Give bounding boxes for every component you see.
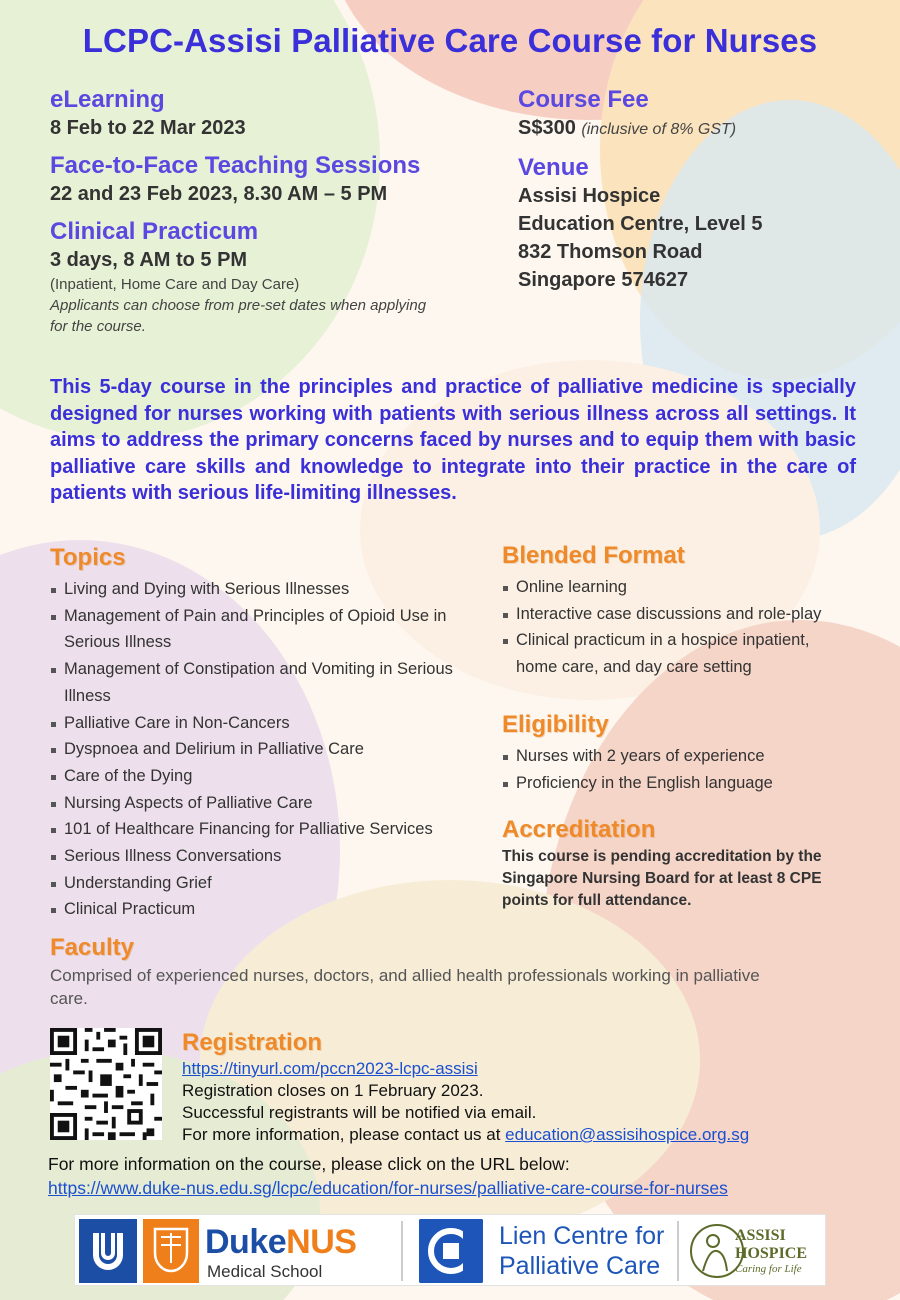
qr-code-icon[interactable]	[50, 1028, 162, 1140]
assisi-line1: ASSISI	[735, 1227, 786, 1244]
venue-block	[518, 154, 878, 294]
clinical-heading: Clinical Practicum	[50, 218, 259, 245]
venue-line: Education Centre, Level 5	[518, 213, 763, 235]
duke-nus-wordmark	[205, 1223, 356, 1262]
assisi-tagline: Caring for Life	[735, 1263, 802, 1275]
elearning-dates: 8 Feb to 22 Mar 2023	[50, 117, 246, 139]
list-item: Care of the Dying	[50, 763, 490, 790]
list-item: Dyspnoea and Delirium in Palliative Care	[50, 736, 490, 763]
assisi-hospice-name	[735, 1227, 807, 1263]
venue-line: Assisi Hospice	[518, 185, 661, 207]
contact-prefix: For more information, please contact us at	[182, 1125, 506, 1144]
elearning-block	[50, 86, 470, 142]
list-item: Management of Pain and Principles of Opioid Use in Serious Illness	[50, 603, 490, 656]
elearning-heading: eLearning	[50, 86, 165, 113]
registration-link[interactable]: https://tinyurl.com/pccn2023-lcpc-assisi	[182, 1059, 478, 1078]
list-item: Online learning	[502, 574, 852, 601]
list-item: Clinical practicum in a hospice inpatient, home care, and day care setting	[502, 627, 852, 680]
details-column	[502, 542, 882, 938]
logo-divider	[677, 1221, 679, 1281]
fee-block	[518, 86, 878, 144]
nus-word: NUS	[286, 1223, 357, 1261]
eligibility-list	[502, 743, 882, 796]
accreditation-text: This course is pending accreditation by the Singapore Nursing Board for at least 8 CPE points for full attendance.	[502, 848, 822, 910]
faculty-heading: Faculty	[50, 934, 135, 961]
medical-school-label: Medical School	[207, 1262, 323, 1281]
course-intro: This 5-day course in the principles and practice of palliative medicine is specially designed for nurses working with patients with serious illness across all settings. It aims to address the primary concerns faced by nurses and to equip them with basic palliative care skills and knowledge to integrate into their practice in the care of patients with serious life-limiting illnesses.	[50, 376, 856, 504]
eligibility-heading: Eligibility	[502, 710, 609, 738]
venue-line: Singapore 574627	[518, 269, 689, 291]
topics-heading: Topics	[50, 544, 126, 571]
list-item: Living and Dying with Serious Illnesses	[50, 576, 490, 603]
list-item: 101 of Healthcare Financing for Palliative Services	[50, 816, 490, 843]
f2f-dates: 22 and 23 Feb 2023, 8.30 AM – 5 PM	[50, 183, 388, 205]
format-section	[502, 542, 882, 681]
schedule-info	[50, 86, 470, 347]
eligibility-section	[502, 711, 882, 796]
clinical-time: 3 days, 8 AM to 5 PM	[50, 249, 248, 271]
fee-note: (inclusive of 8% GST)	[581, 121, 737, 138]
list-item: Proficiency in the English language	[502, 770, 882, 797]
assisi-line2: HOSPICE	[735, 1245, 808, 1262]
registration-section	[182, 1028, 862, 1146]
clinical-note: Applicants can choose from pre-set dates when applying for the course.	[50, 297, 427, 335]
page-title: LCPC-Assisi Palliative Care Course for Nurses	[82, 22, 818, 59]
fee-heading: Course Fee	[518, 86, 649, 113]
format-list	[502, 574, 852, 681]
more-info-text: For more information on the course, please click on the URL below:	[48, 1154, 570, 1174]
fee-venue-info	[518, 86, 878, 304]
list-item: Nursing Aspects of Palliative Care	[50, 790, 490, 817]
list-item: Palliative Care in Non-Cancers	[50, 710, 490, 737]
accreditation-section	[502, 816, 882, 912]
fee-amount: S$300	[518, 117, 576, 139]
lien-centre-logo-icon	[419, 1219, 483, 1283]
course-url-link[interactable]: https://www.duke-nus.edu.sg/lcpc/education/for-nurses/palliative-care-course-for-nurses	[48, 1178, 728, 1198]
duke-shield-icon	[79, 1219, 137, 1283]
lien-line2: Palliative Care	[499, 1252, 661, 1280]
format-heading: Blended Format	[502, 542, 685, 569]
list-item: Management of Constipation and Vomiting in Serious Illness	[50, 656, 490, 709]
venue-heading: Venue	[518, 154, 589, 181]
more-info	[48, 1152, 868, 1200]
contact-email-link[interactable]: education@assisihospice.org.sg	[505, 1125, 750, 1144]
clinical-settings: (Inpatient, Home Care and Day Care)	[50, 276, 300, 293]
registration-notified: Successful registrants will be notified via email.	[182, 1103, 537, 1122]
list-item: Serious Illness Conversations	[50, 843, 490, 870]
registration-closes: Registration closes on 1 February 2023.	[182, 1081, 484, 1100]
accreditation-heading: Accreditation	[502, 816, 656, 844]
topics-section	[50, 544, 490, 923]
list-item: Interactive case discussions and role-play	[502, 601, 852, 628]
list-item: Clinical Practicum	[50, 896, 490, 923]
venue-line: 832 Thomson Road	[518, 241, 703, 263]
list-item: Understanding Grief	[50, 870, 490, 897]
duke-word: Duke	[205, 1223, 287, 1261]
partner-logos	[74, 1214, 826, 1286]
faculty-text: Comprised of experienced nurses, doctors, and allied health professionals working in palliative care.	[50, 966, 760, 1008]
lien-centre-name	[499, 1221, 664, 1281]
f2f-heading: Face-to-Face Teaching Sessions	[50, 152, 421, 179]
list-item: Nurses with 2 years of experience	[502, 743, 882, 770]
lien-line1: Lien Centre for	[499, 1222, 665, 1250]
logo-divider	[401, 1221, 403, 1281]
nus-crest-icon	[143, 1219, 199, 1283]
clinical-block	[50, 218, 470, 337]
faculty-section	[50, 934, 810, 1010]
topics-list	[50, 576, 490, 923]
registration-heading: Registration	[182, 1029, 323, 1056]
f2f-block	[50, 152, 470, 208]
